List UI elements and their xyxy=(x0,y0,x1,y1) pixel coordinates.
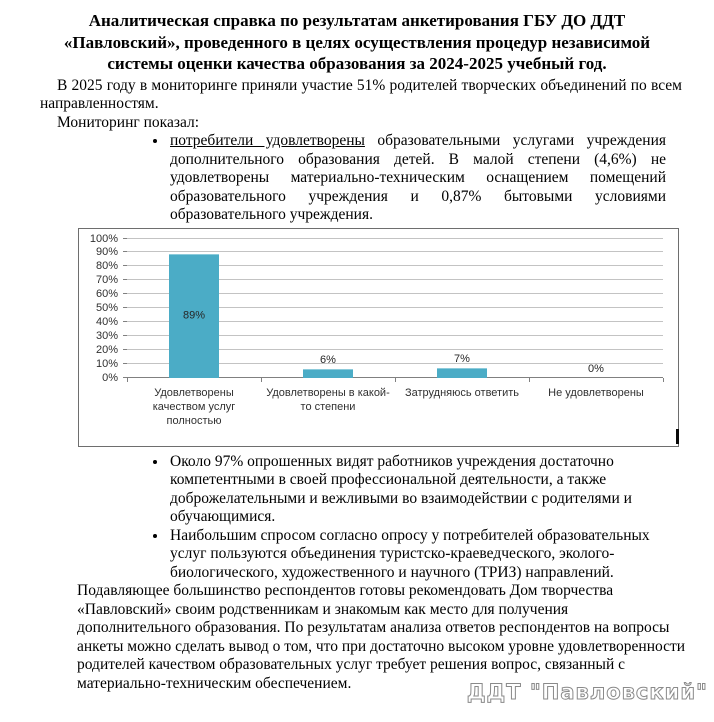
x-tick-mark xyxy=(261,378,262,382)
x-labels xyxy=(127,386,663,428)
y-tick-label: 80% xyxy=(95,260,118,273)
y-tick-label: 0% xyxy=(102,371,118,384)
bullet-list-top xyxy=(0,132,714,225)
x-category-label: Затрудняюсь ответить xyxy=(404,386,519,399)
chart-corner-handle xyxy=(676,429,679,444)
y-tick-label: 60% xyxy=(95,288,118,301)
chart-column xyxy=(395,239,529,378)
x-tick-mark xyxy=(395,378,396,382)
value-label: 6% xyxy=(320,354,336,367)
x-tick-mark xyxy=(529,378,530,382)
bar xyxy=(437,368,487,378)
x-category-label: Удовлетворены в какой-то степени xyxy=(266,386,390,413)
y-tick-label: 10% xyxy=(95,357,118,370)
x-tick-mark xyxy=(127,378,128,382)
y-tick-label: 70% xyxy=(95,274,118,287)
chart-column xyxy=(529,239,663,378)
intro-paragraph: В 2025 году в мониторинге приняли участие 51% родителей творческих объединений по всем направленностям. xyxy=(40,76,682,112)
x-tick-mark xyxy=(663,378,664,382)
bullet-item-demand: • Наибольшим спросом согласно опросу у потребителей образовательных услуг пользуются объединения туристско-краеведческого, эколого-биологического, художественного и научного (ТРИЗ) направлений. xyxy=(168,527,666,583)
conclusion-paragraph: Подавляющее большинство респондентов готовы рекомендовать Дом творчества «Павловский» своим родственникам и знакомым как место для получения дополнительного образования. По результатам анализа ответов респондентов на вопросы анкеты можно сделать вывод о том, что при достаточно высоком уровне удовлетворенности родителей качеством образовательных услуг требует решения вопрос, связанный с материально-техническим обеспечением. xyxy=(77,582,686,692)
bullet-item-staff: • Около 97% опрошенных видят работников учреждения достаточно компетентными в своей профессиональной деятельности, а также доброжелательными и вежливыми во взаимодействии с родителями и обучающимися. xyxy=(168,453,666,527)
satisfaction-bar-chart xyxy=(78,228,679,447)
chart-column xyxy=(261,239,395,378)
value-label: 7% xyxy=(454,352,470,365)
bullet-list-bottom xyxy=(0,453,714,583)
monitoring-label: Мониторинг показал: xyxy=(57,113,200,131)
document-page xyxy=(0,10,714,722)
bullet-item-satisfaction-text: образовательными услугами учреждения дополнительного образования детей. В малой степени (4,6%) не удовлетворены материально-техническим оснащением помещений образовательного учреждения и 0,87% бытовыми условиями образовательного учреждения. xyxy=(170,132,666,223)
bar xyxy=(303,369,353,377)
watermark-stamp: ДДТ "Павловский" xyxy=(466,680,708,704)
value-label: 0% xyxy=(588,362,604,375)
y-tick-label: 100% xyxy=(89,232,118,245)
chart-column xyxy=(127,239,261,378)
columns xyxy=(127,239,663,378)
y-tick-label: 90% xyxy=(95,246,118,259)
report-title: Аналитическая справка по результатам анкетирования ГБУ ДО ДДТ «Павловский», проведенного в целях осуществления процедур независимой системы оценки качества образования за 2024-2025 учебный год. xyxy=(63,11,651,73)
y-tick-label: 50% xyxy=(95,302,118,314)
x-category-label: Не удовлетворены xyxy=(548,386,644,399)
y-tick-label: 30% xyxy=(95,329,118,342)
value-label: 89% xyxy=(182,309,206,322)
bullet-item-satisfaction xyxy=(168,132,666,225)
x-category-label: Удовлетворены качеством услуг полностью xyxy=(152,386,236,427)
y-tick-label: 40% xyxy=(95,315,118,328)
y-axis xyxy=(79,232,127,384)
underlined-phrase: потребители удовлетворены xyxy=(170,132,365,149)
y-tick-label: 20% xyxy=(95,343,118,356)
